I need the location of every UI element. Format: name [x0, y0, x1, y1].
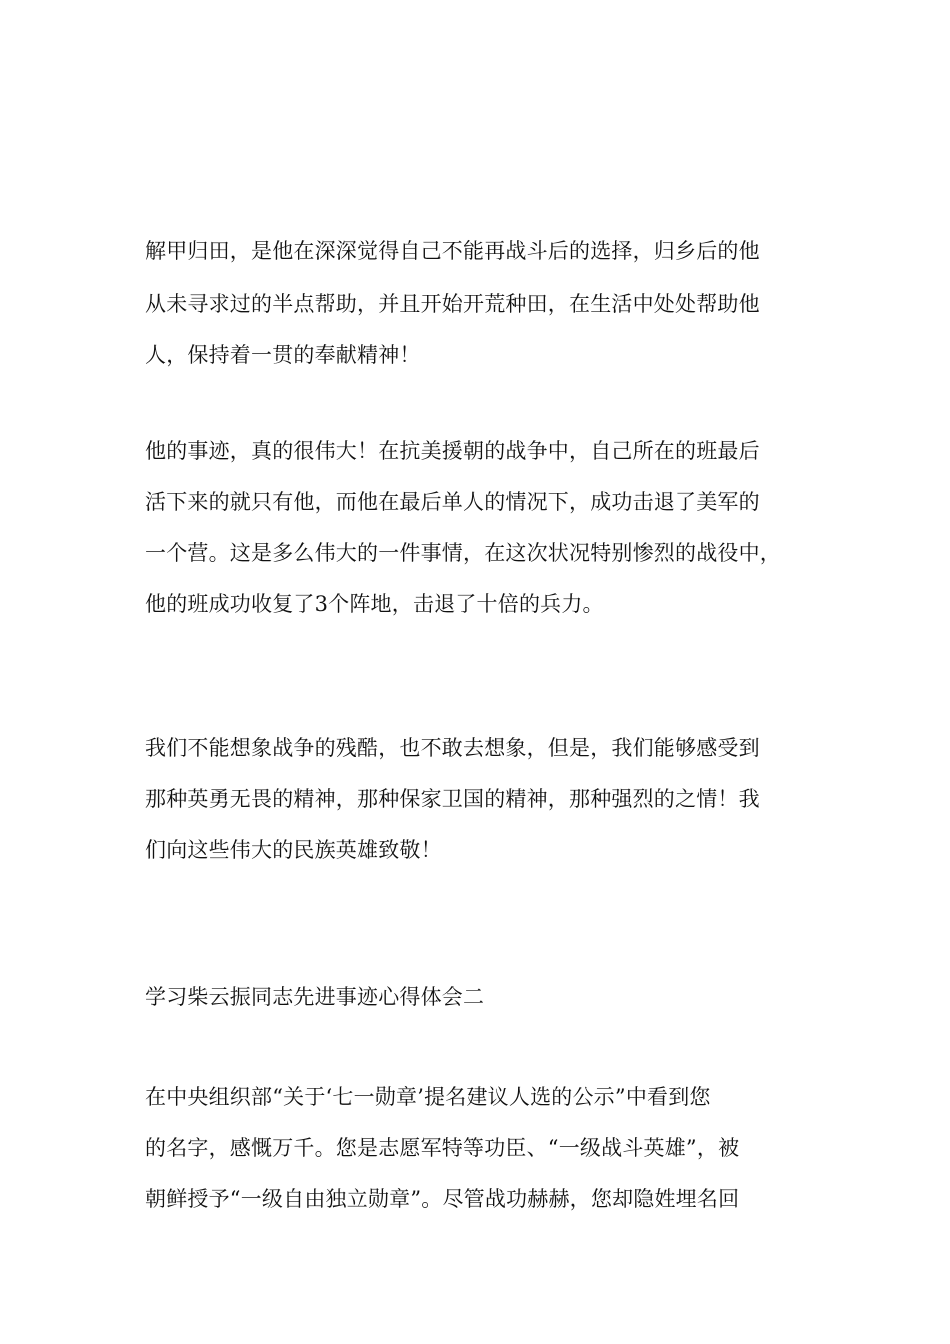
paragraph-line: 他的事迹，真的很伟大！在抗美援朝的战争中，自己所在的班最后	[145, 439, 760, 463]
paragraph-line: 人，保持着一贯的奉献精神！	[145, 343, 421, 367]
paragraph-line: 解甲归田，是他在深深觉得自己不能再战斗后的选择，归乡后的他	[145, 239, 760, 263]
paragraph-line: 从未寻求过的半点帮助，并且开始开荒种田，在生活中处处帮助他	[145, 292, 760, 316]
paragraph-line: 的名字，感慨万千。您是志愿军特等功臣、“一级战斗英雄”，被	[145, 1136, 740, 1160]
paragraph-line: 我们不能想象战争的残酷，也不敢去想象，但是，我们能够感受到	[145, 736, 760, 760]
paragraph-line: 他的班成功收复了3个阵地，击退了十倍的兵力。	[145, 592, 604, 616]
paragraph-line: 活下来的就只有他，而他在最后单人的情况下，成功击退了美军的	[145, 490, 760, 514]
section-title: 学习柴云振同志先进事迹心得体会二	[145, 985, 485, 1009]
paragraph-line: 朝鲜授予“一级自由独立勋章”。尽管战功赫赫，您却隐姓埋名回	[145, 1187, 740, 1211]
paragraph-line: 那种英勇无畏的精神，那种保家卫国的精神，那种强烈的之情！我	[145, 787, 760, 811]
paragraph-line: 们向这些伟大的民族英雄致敬！	[145, 838, 442, 862]
paragraph-line: 在中央组织部“关于‘七一勋章’提名建议人选的公示”中看到您	[145, 1085, 711, 1109]
paragraph-line: 一个营。这是多么伟大的一件事情，在这次状况特别惨烈的战役中，	[145, 541, 781, 565]
